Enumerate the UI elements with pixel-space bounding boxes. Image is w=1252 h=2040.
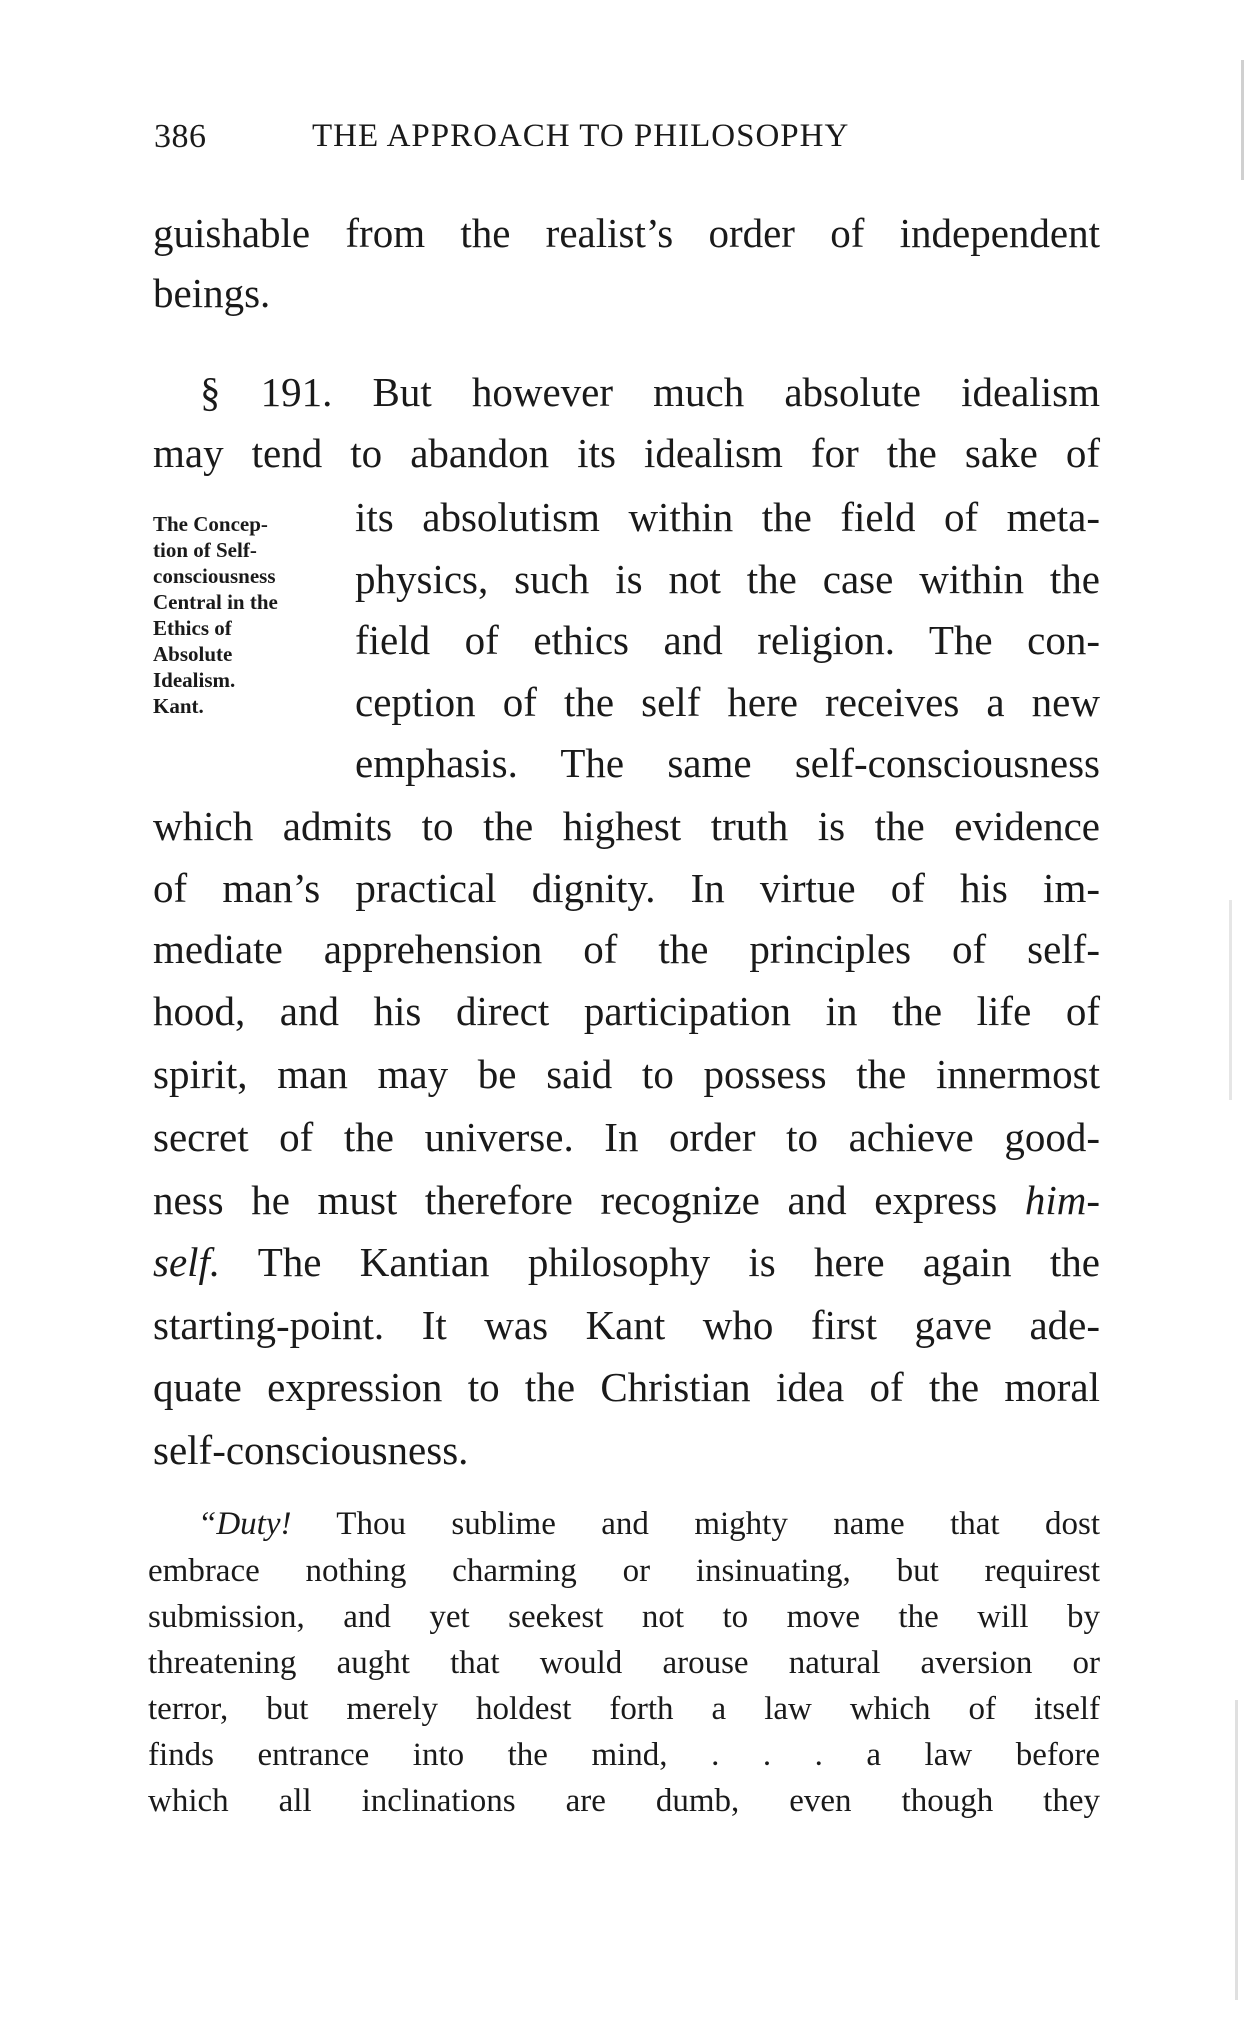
running-title: THE APPROACH TO PHILOSOPHY <box>312 118 850 154</box>
quote-line: threatening aught that would arouse natural aversion or <box>148 1645 1100 1681</box>
sidenote-line: Kant. <box>153 694 204 718</box>
quote-line <box>198 1508 1100 1541</box>
emphasis-word: him- <box>1024 1177 1100 1223</box>
body-line-text: The Kantian philosophy is here again the <box>220 1239 1100 1285</box>
sidenote-line: tion of Self- <box>153 538 257 562</box>
body-line: spirit, man may be said to possess the innermost <box>153 1051 1100 1097</box>
body-line: hood, and his direct participation in the life of <box>153 988 1100 1034</box>
body-line: ception of the self here receives a new <box>355 679 1100 725</box>
body-line: self-consciousness. <box>153 1427 469 1473</box>
quote-opening: “Duty! <box>198 1506 292 1542</box>
body-line: of man’s practical dignity. In virtue of his im- <box>153 865 1100 911</box>
sidenote-line: The Concep- <box>153 512 268 536</box>
quote-line: finds entrance into the mind, . . . a law before <box>148 1737 1100 1773</box>
sidenote-line: Absolute <box>153 642 233 666</box>
body-line: guishable from the realist’s order of independent <box>153 210 1100 256</box>
body-line: secret of the universe. In order to achieve good- <box>153 1114 1100 1160</box>
page-header <box>150 118 1100 168</box>
body-line: which admits to the highest truth is the evidence <box>153 803 1100 849</box>
body-line: quate expression to the Christian idea of the moral <box>153 1364 1100 1410</box>
body-line: beings. <box>153 270 271 316</box>
quote-line: embrace nothing charming or insinuating, but requirest <box>148 1553 1100 1589</box>
quote-text: Thou sublime and mighty name that dost <box>291 1506 1100 1542</box>
body-line: starting-point. It was Kant who first gave ade- <box>153 1302 1100 1348</box>
section-first-line <box>200 369 1101 415</box>
body-line: physics, such is not the case within the <box>355 556 1100 602</box>
sidenote-line: Idealism. <box>153 668 236 692</box>
marginal-sidenote <box>153 511 343 719</box>
body-line-text: ness he must therefore recognize and express <box>153 1177 998 1223</box>
quote-line: submission, and yet seekest not to move the will by <box>148 1599 1100 1635</box>
body-line: mediate apprehension of the principles of self- <box>153 926 1100 972</box>
scan-edge-mark <box>1229 900 1232 1100</box>
sidenote-line: consciousness <box>153 564 276 588</box>
quote-line: terror, but merely holdest forth a law which of itself <box>148 1691 1100 1727</box>
emphasis-word: self. <box>153 1239 221 1285</box>
sidenote-line: Ethics of <box>153 616 232 640</box>
body-line <box>153 1239 1100 1285</box>
body-line: emphasis. The same self-consciousness <box>355 740 1100 786</box>
page-number: 386 <box>154 118 207 155</box>
scan-edge-mark <box>1235 1700 1238 2000</box>
body-line: field of ethics and religion. The con- <box>355 617 1100 663</box>
sidenote-line: Central in the <box>153 590 278 614</box>
body-line: may tend to abandon its idealism for the sake of <box>153 430 1100 476</box>
section-mark: § 191. <box>200 369 333 415</box>
quote-line: which all inclinations are dumb, even though they <box>148 1783 1100 1819</box>
body-line <box>153 1177 1100 1223</box>
body-line-text: But however much absolute idealism <box>372 369 1101 415</box>
body-line: its absolutism within the field of meta- <box>355 494 1100 540</box>
scan-edge-mark <box>1241 60 1244 180</box>
